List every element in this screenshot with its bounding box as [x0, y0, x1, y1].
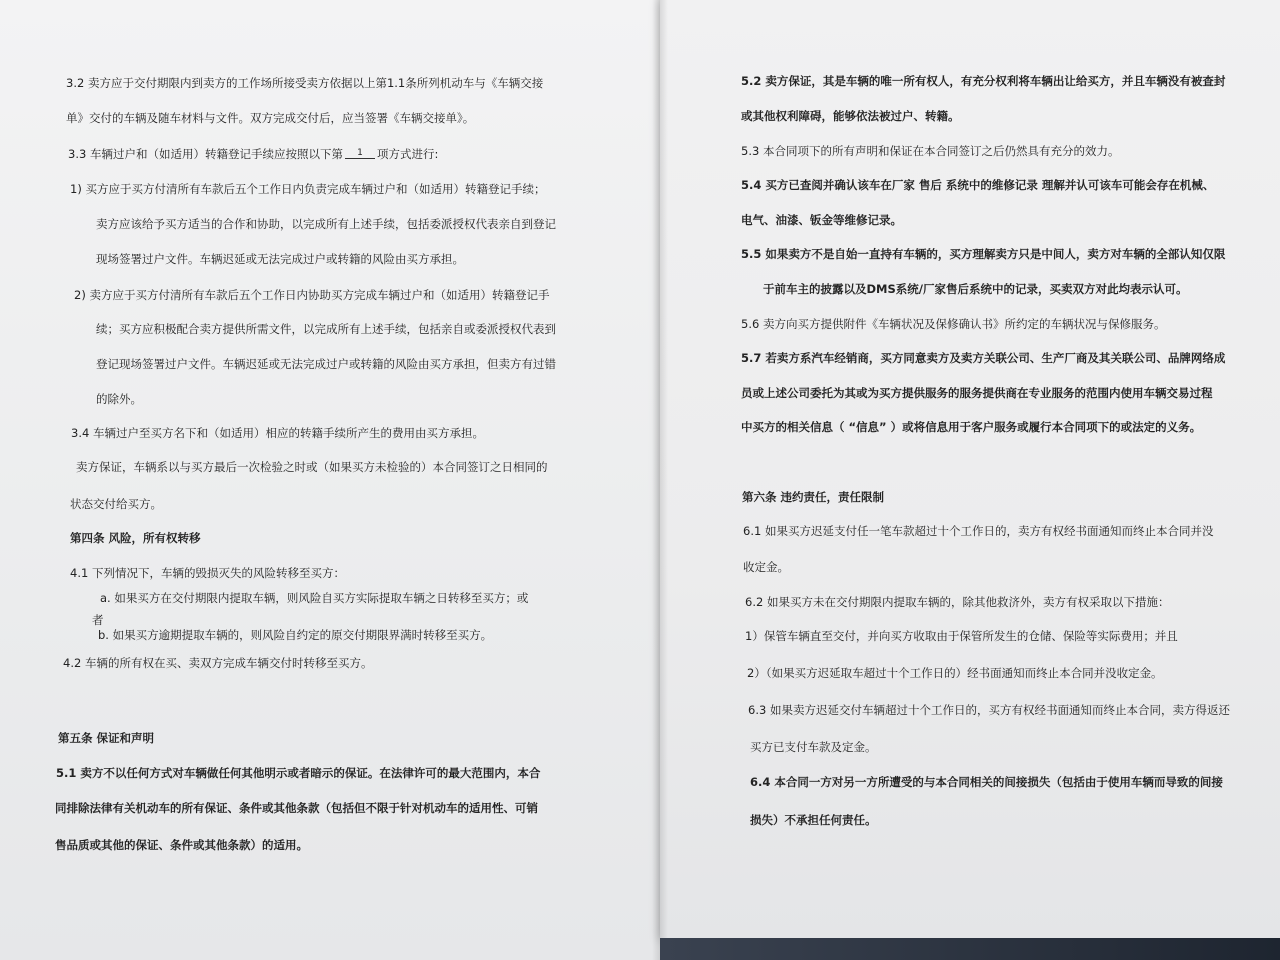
clause-5-2-line-2: 或其他权利障碍，能够依法被过户、转籍。: [741, 109, 960, 123]
clause-5-2-line-1: 5.2 卖方保证，其是车辆的唯一所有权人，有充分权利将车辆出让给买方，并且车辆没有被查封: [741, 74, 1226, 88]
clause-4-1-item-b: b. 如果买方逾期提取车辆的，则风险自约定的原交付期限界满时转移至买方。: [98, 628, 493, 642]
clause-5-3-line: 5.3 本合同项下的所有声明和保证在本合同签订之后仍然具有充分的效力。: [741, 144, 1120, 158]
clause-5-5-line-1: 5.5 如果卖方不是自始一直持有车辆的，买方理解卖方只是中间人，卖方对车辆的全部认知仅限: [741, 247, 1226, 261]
clause-5-6-line: 5.6 卖方向买方提供附件《车辆状况及保修确认书》所约定的车辆状况与保修服务。: [741, 317, 1166, 331]
clause-3-3-item-2-line-3: 登记现场签署过户文件。车辆迟延或无法完成过户或转籍的风险由买方承担，但卖方有过错: [96, 357, 556, 371]
clause-6-2-item-2: 2）（如果买方迟延取车超过十个工作日的）经书面通知而终止本合同并没收定金。: [747, 666, 1163, 680]
clause-3-2-line-2: 单》交付的车辆及随车材料与文件。双方完成交付后，应当签署《车辆交接单》。: [66, 111, 475, 125]
clause-5-1-line-1: 5.1 卖方不以任何方式对车辆做任何其他明示或者暗示的保证。在法律许可的最大范围内，本合: [56, 766, 541, 780]
clause-5-4-line-2: 电气、油漆、钣金等维修记录。: [741, 213, 902, 227]
clause-6-2-item-1: 1）保管车辆直至交付，并向买方收取由于保管所发生的仓储、保险等实际费用；并且: [745, 629, 1178, 643]
clause-3-2-line-1: 3.2 卖方应于交付期限内到卖方的工作场所接受卖方依据以上第1.1条所列机动车与《车辆交接: [66, 76, 544, 90]
clause-6-4-line-2: 损失）不承担任何责任。: [750, 813, 877, 827]
clause-4-1-line: 4.1 下列情况下，车辆的毁损灭失的风险转移至买方：: [70, 566, 345, 580]
seller-warranty-line-1: 卖方保证，车辆系以与买方最后一次检验之时或（如果买方未检验的）本合同签订之日相同的: [76, 460, 548, 474]
clause-3-3-item-2-line-1: 2) 卖方应于买方付清所有车款后五个工作日内协助买方完成车辆过户和（如适用）转籍登记手: [74, 288, 550, 302]
clause-5-4-line-1: 5.4 买方已查阅并确认该车在厂家 售后 系统中的维修记录 理解并认可该车可能会存在机械、: [741, 178, 1215, 192]
article-5-heading: 第五条 保证和声明: [58, 731, 155, 745]
article-6-heading: 第六条 违约责任，责任限制: [742, 490, 885, 504]
clause-4-2-line: 4.2 车辆的所有权在买、卖双方完成车辆交付时转移至买方。: [63, 656, 373, 670]
clause-6-4-line-1: 6.4 本合同一方对另一方所遭受的与本合同相关的间接损失（包括由于使用车辆而导致的间接: [750, 775, 1223, 789]
clause-5-1-line-2: 同排除法律有关机动车的所有保证、条件或其他条款（包括但不限于针对机动车的适用性、可销: [55, 801, 538, 815]
clause-5-1-line-3: 售品质或其他的保证、条件或其他条款）的适用。: [55, 838, 308, 852]
clause-5-5-line-2: 于前车主的披露以及DMS系统/厂家售后系统中的记录，买卖双方对此均表示认可。: [763, 282, 1188, 296]
clause-4-1-item-a: a. 如果买方在交付期限内提取车辆，则风险自买方实际提取车辆之日转移至买方；或: [100, 591, 529, 605]
clause-5-7-line-2: 员或上述公司委托为其或为买方提供服务的服务提供商在专业服务的范围内使用车辆交易过程: [741, 386, 1213, 400]
seller-warranty-line-2: 状态交付给买方。: [70, 497, 162, 511]
clause-6-2-line: 6.2 如果买方未在交付期限内提取车辆的，除其他救济外，卖方有权采取以下措施：: [745, 595, 1170, 609]
article-4-heading: 第四条 风险，所有权转移: [70, 531, 201, 545]
clause-5-7-line-3: 中买方的相关信息（ “信息” ）或将信息用于客户服务或履行本合同项下的或法定的义务。: [741, 420, 1202, 434]
clause-3-3-item-1-line-3: 现场签署过户文件。车辆迟延或无法完成过户或转籍的风险由买方承担。: [96, 252, 464, 266]
page-fold-shadow: [652, 0, 668, 960]
right-page: [660, 0, 1280, 940]
clause-3-3-text-a: 3.3 车辆过户和（如适用）转籍登记手续应按照以下第: [68, 147, 343, 161]
clause-3-3-item-1-line-1: 1) 买方应于买方付清所有车款后五个工作日内负责完成车辆过户和（如适用）转籍登记手续；: [70, 182, 546, 196]
background-strip: [660, 938, 1280, 960]
clause-3-3-item-1-line-2: 卖方应该给予买方适当的合作和协助，以完成所有上述手续，包括委派授权代表亲自到登记: [96, 217, 556, 231]
clause-3-3-blank-value: 1: [345, 148, 375, 159]
clause-5-7-line-1: 5.7 若卖方系汽车经销商，买方同意卖方及卖方关联公司、生产厂商及其关联公司、品牌网络成: [741, 351, 1226, 365]
clause-3-3-item-2-line-2: 续；买方应积极配合卖方提供所需文件，以完成所有上述手续，包括亲自或委派授权代表到: [96, 322, 556, 336]
clause-6-3-line-2: 买方已支付车款及定金。: [750, 740, 877, 754]
clause-3-3-line: [68, 146, 438, 162]
clause-3-3-text-b: 项方式进行:: [376, 147, 439, 161]
clause-6-1-line-1: 6.1 如果买方迟延支付任一笔车款超过十个工作日的，卖方有权经书面通知而终止本合同并没: [743, 524, 1214, 538]
clause-6-1-line-2: 收定金。: [743, 560, 789, 574]
clause-6-3-line-1: 6.3 如果卖方迟延交付车辆超过十个工作日的，买方有权经书面通知而终止本合同，卖方得返还: [748, 703, 1230, 717]
clause-3-4-line: 3.4 车辆过户至买方名下和（如适用）相应的转籍手续所产生的费用由买方承担。: [71, 426, 484, 440]
clause-3-3-item-2-line-4: 的除外。: [96, 392, 142, 406]
clause-4-1-item-a-cont: 者: [92, 613, 104, 627]
